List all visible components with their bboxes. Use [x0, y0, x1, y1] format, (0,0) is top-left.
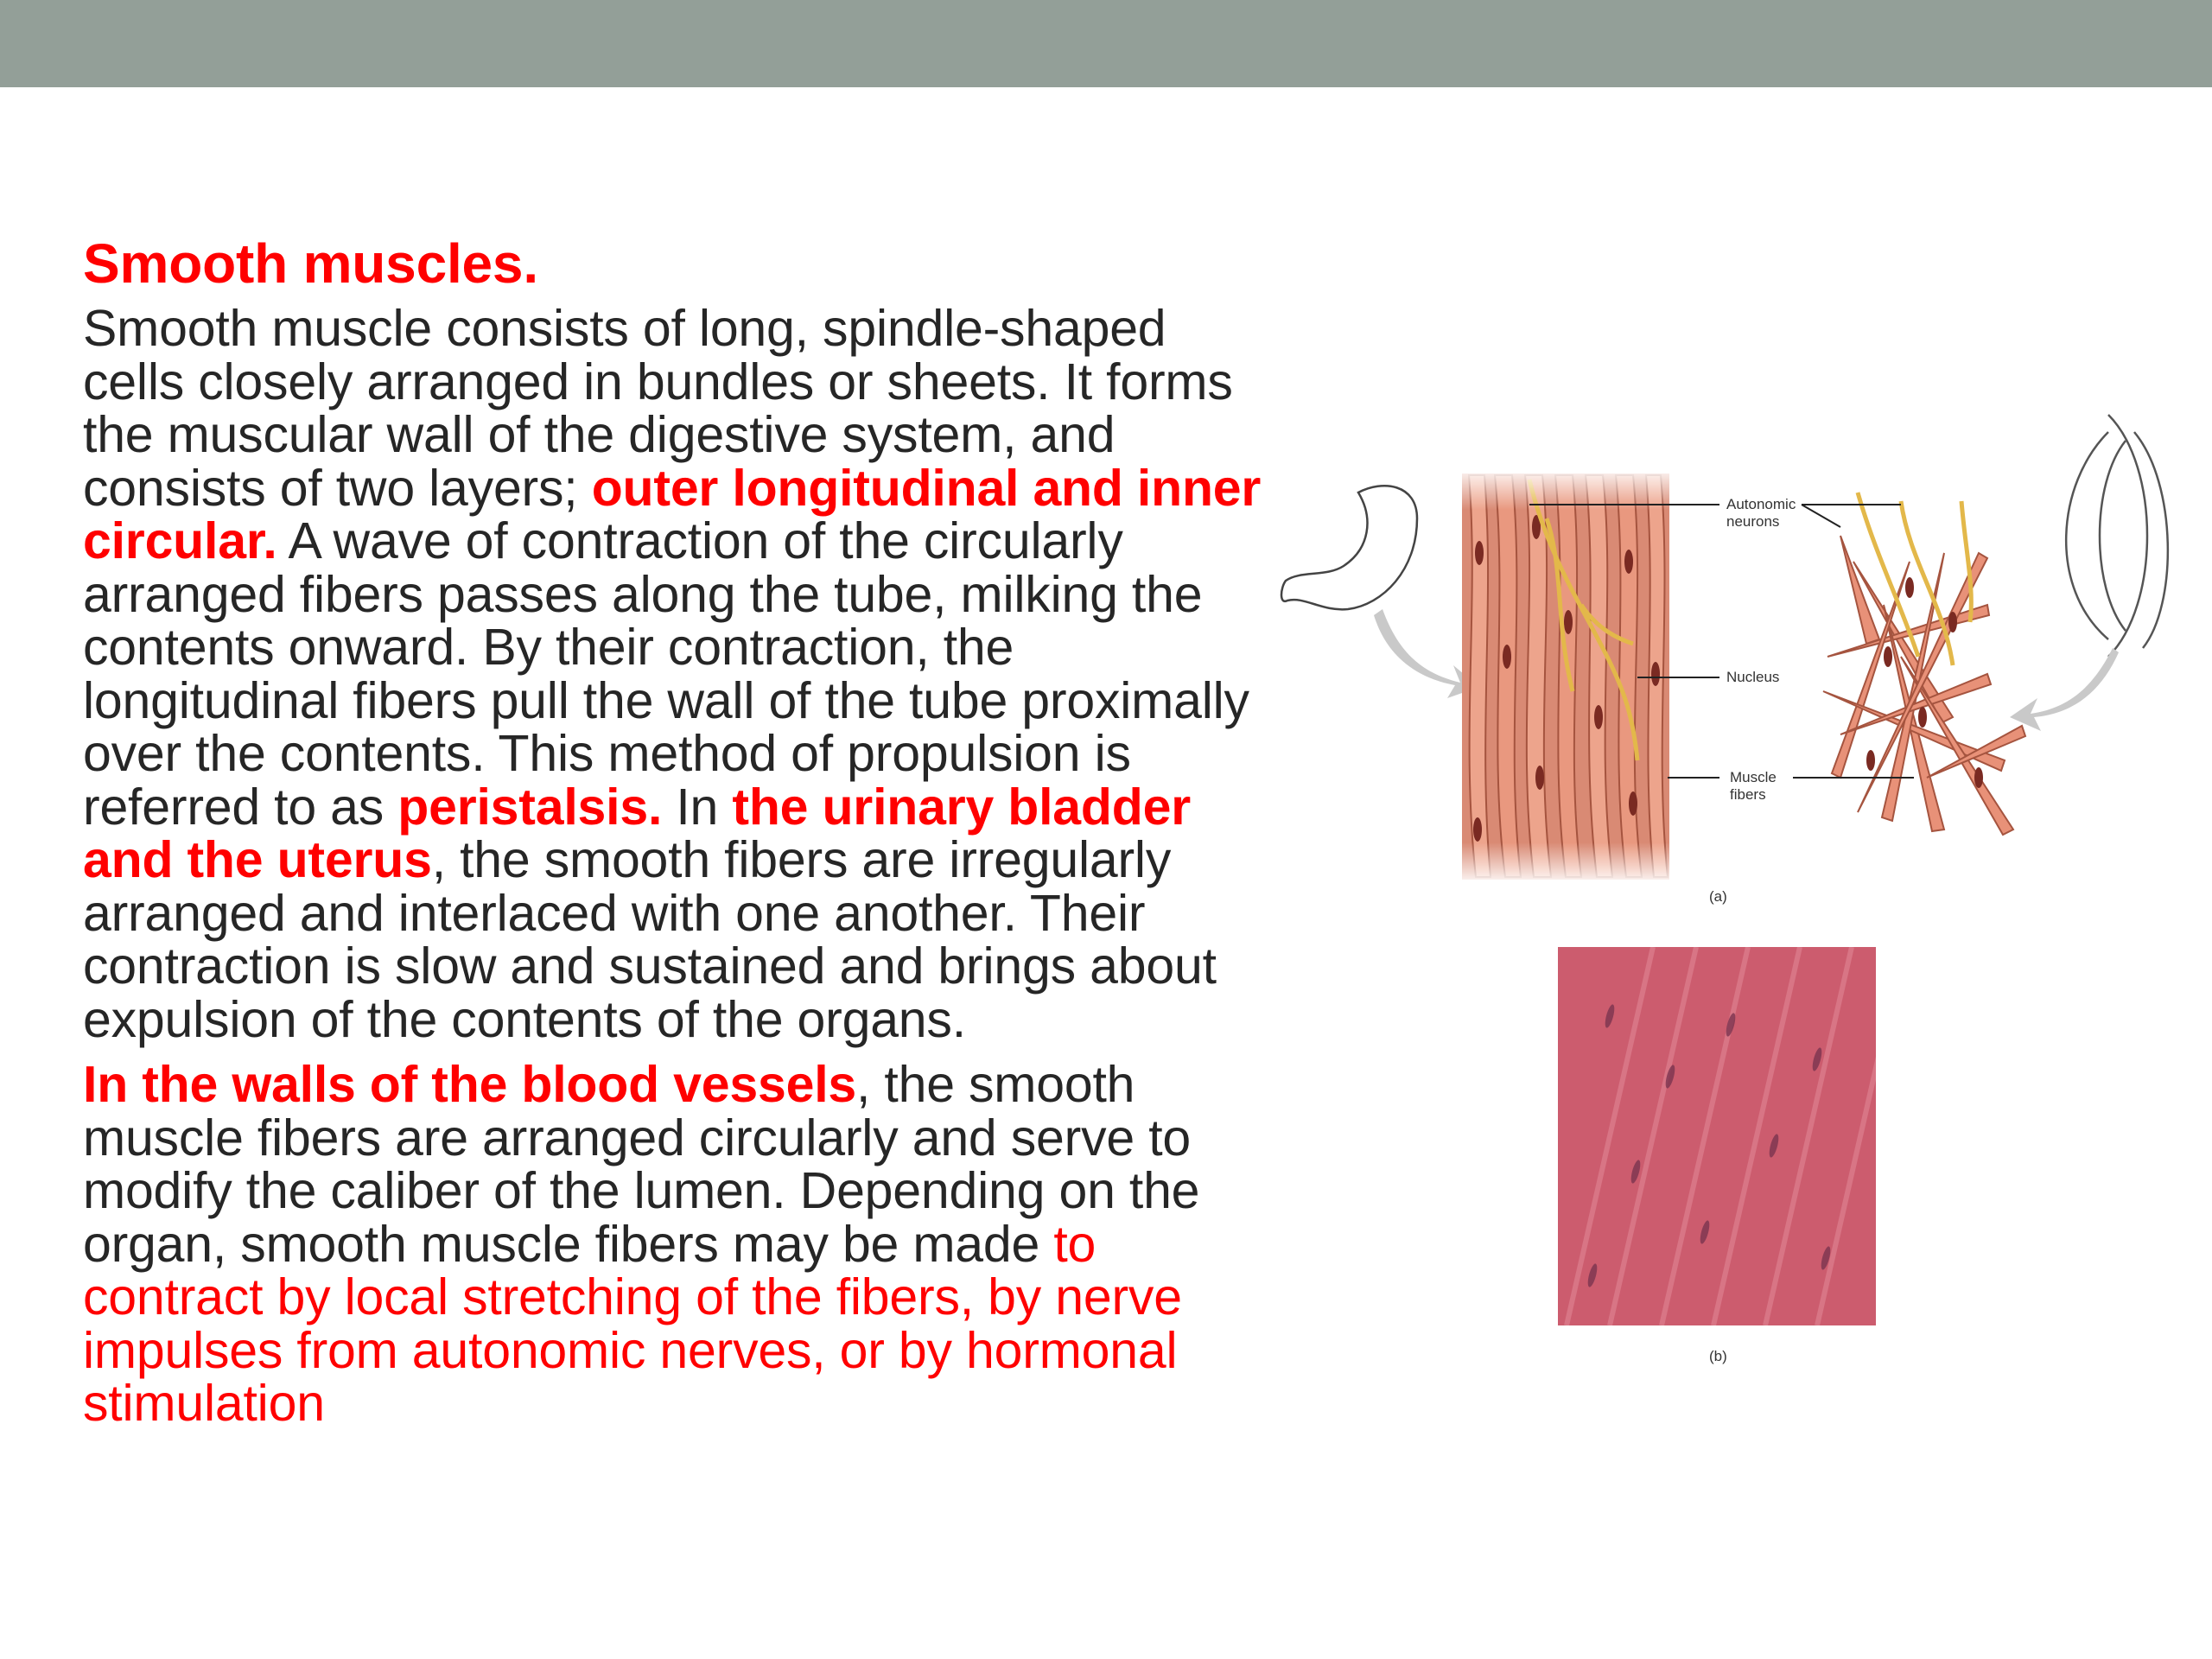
p1-text-3: In [662, 778, 733, 836]
micrograph-image [1558, 947, 1876, 1325]
label-muscle-fibers [1730, 769, 1777, 804]
p1-text-4: , the smooth fibers are irregularly arranged and interlaced with one another. Their contraction is slow and sustained and brings about expulsion of the contents of the organs. [83, 831, 1217, 1048]
irregular-fiber-cluster [1823, 493, 2025, 835]
slide-title: Smooth muscles. [83, 232, 538, 295]
panel-b-label: (b) [1709, 1348, 1727, 1364]
label-autonomic-line1: Autonomic [1726, 496, 1796, 512]
p1-text-2: A wave of contraction of the circularly arranged fibers passes along the tube, milking the contents onward. By their contraction, the longitudinal fibers pull the wall of the tube proximally over the contents. This method of propulsion is referred to as [83, 512, 1249, 836]
eye-outline-icon [2066, 415, 2168, 657]
label-autonomic-neurons [1726, 496, 1796, 531]
highlight-peristalsis: peristalsis. [397, 778, 663, 836]
p2-text-1: , the smooth muscle fibers are arranged circularly and serve to modify the caliber of the lumen. Depending on the organ, smooth muscle fibers may be made [83, 1056, 1200, 1273]
label-nucleus: Nucleus [1726, 669, 1780, 685]
stomach-outline-icon [1281, 486, 1417, 609]
highlight-bladder-uterus: the urinary bladder and the uterus [83, 778, 1191, 888]
longitudinal-fiber-bundle [1460, 467, 1676, 886]
highlight-blood-vessels: In the walls of the blood vessels [83, 1056, 856, 1113]
highlight-contraction-causes: to contract by local stretching of the fibers, by nerve impulses from autonomic nerves, or by hormonal stimulation [83, 1215, 1182, 1432]
label-muscle-line1: Muscle [1730, 769, 1777, 785]
label-autonomic-line2: neurons [1726, 513, 1780, 530]
curved-arrow-icon [2010, 648, 2119, 731]
panel-a-label: (a) [1709, 888, 1727, 905]
p1-text-1: Smooth muscle consists of long, spindle-shaped cells closely arranged in bundles or sheets. It forms the muscular wall of the digestive system, and consists of two layers; [83, 300, 1233, 517]
highlight-layers: outer longitudinal and inner circular. [83, 459, 1262, 569]
label-muscle-line2: fibers [1730, 786, 1766, 803]
